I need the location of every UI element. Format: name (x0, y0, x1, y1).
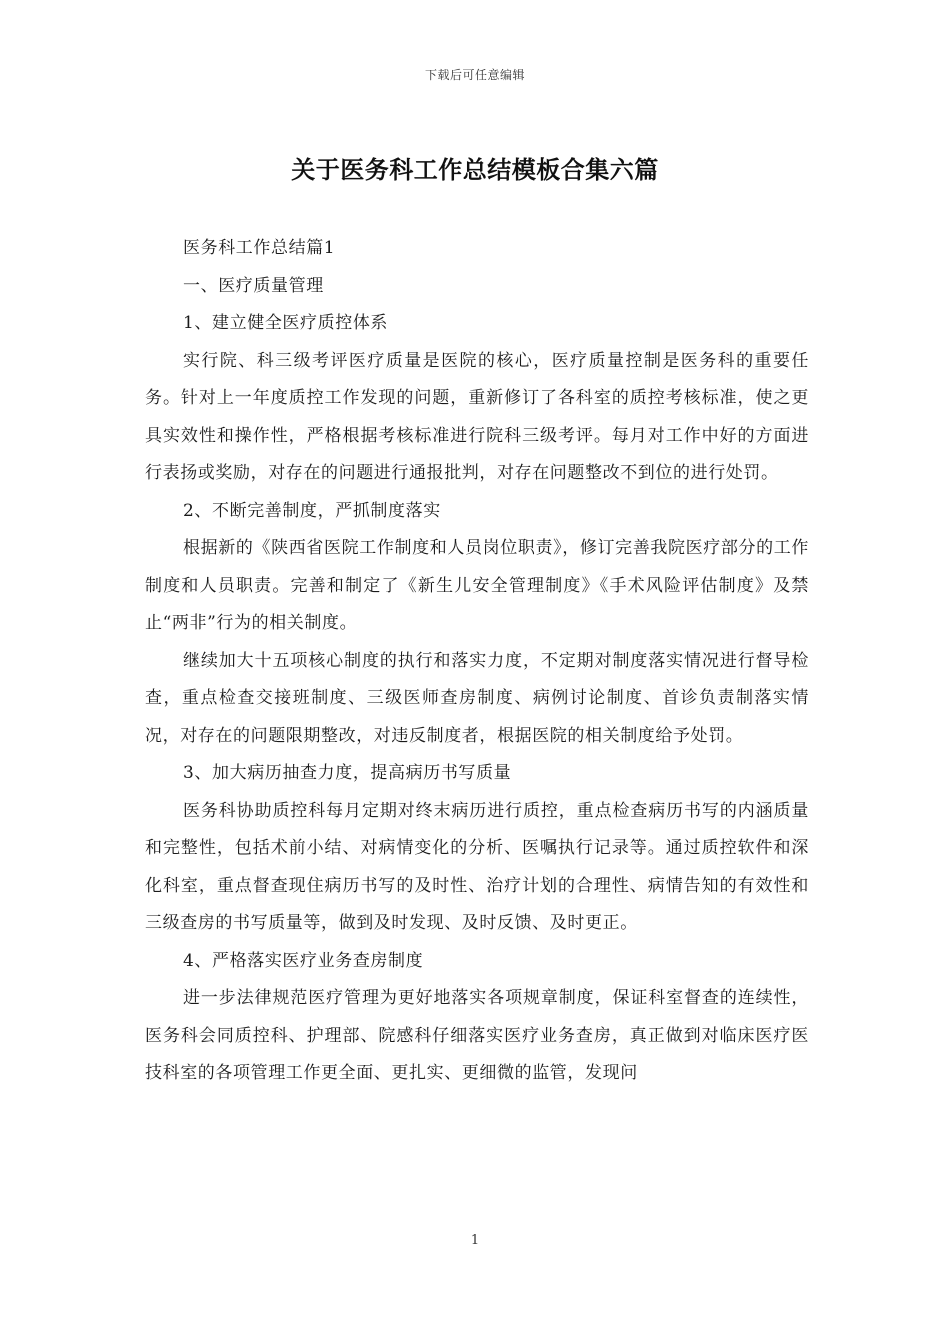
document-body (145, 230, 809, 1093)
item-heading: 2、不断完善制度，严抓制度落实 (183, 500, 441, 521)
body-paragraph: 实行院、科三级考评医疗质量是医院的核心，医疗质量控制是医务科的重要任务。针对上一年度质控工作发现的问题，重新修订了各科室的质控考核标准，使之更具实效性和操作性，严格根据考核标准进行院科三级考评。每月对工作中好的方面进行表扬或奖励，对存在的问题进行通报批判，对存在问题整改不到位的进行处罚。 (145, 350, 809, 483)
document-title: 关于医务科工作总结模板合集六篇 (291, 156, 659, 184)
body-paragraph: 根据新的《陕西省医院工作制度和人员岗位职责》，修订完善我院医疗部分的工作制度和人员职责。完善和制定了《新生儿安全管理制度》《手术风险评估制度》及禁止“两非”行为的相关制度。 (145, 538, 809, 633)
body-paragraph: 进一步法律规范医疗管理为更好地落实各项规章制度，保证科室督查的连续性，医务科会同质控科、护理部、院感科仔细落实医疗业务查房，真正做到对临床医疗医技科室的各项管理工作更全面、更扎实、更细微的监管，发现问 (145, 988, 809, 1083)
body-paragraph: 医务科协助质控科每月定期对终末病历进行质控，重点检查病历书写的内涵质量和完整性，包括术前小结、对病情变化的分析、医嘱执行记录等。通过质控软件和深化科室，重点督查现住病历书写的及时性、治疗计划的合理性、病情告知的有效性和三级查房的书写质量等，做到及时发现、及时反馈、及时更正。 (145, 800, 809, 933)
header-note: 下载后可任意编辑 (424, 68, 525, 82)
item-heading: 3、加大病历抽查力度，提高病历书写质量 (183, 763, 512, 783)
section-heading: 医务科工作总结篇1 (183, 238, 336, 258)
subsection-heading: 一、医疗质量管理 (183, 275, 324, 296)
body-paragraph: 继续加大十五项核心制度的执行和落实力度，不定期对制度落实情况进行督导检查，重点检查交接班制度、三级医师查房制度、病例讨论制度、首诊负责制落实情况，对存在的问题限期整改，对违反制度者，根据医院的相关制度给予处罚。 (145, 650, 809, 746)
page-number: 1 (470, 1233, 480, 1248)
item-heading: 1、建立健全医疗质控体系 (183, 313, 389, 333)
item-heading: 4、严格落实医疗业务查房制度 (183, 950, 424, 971)
